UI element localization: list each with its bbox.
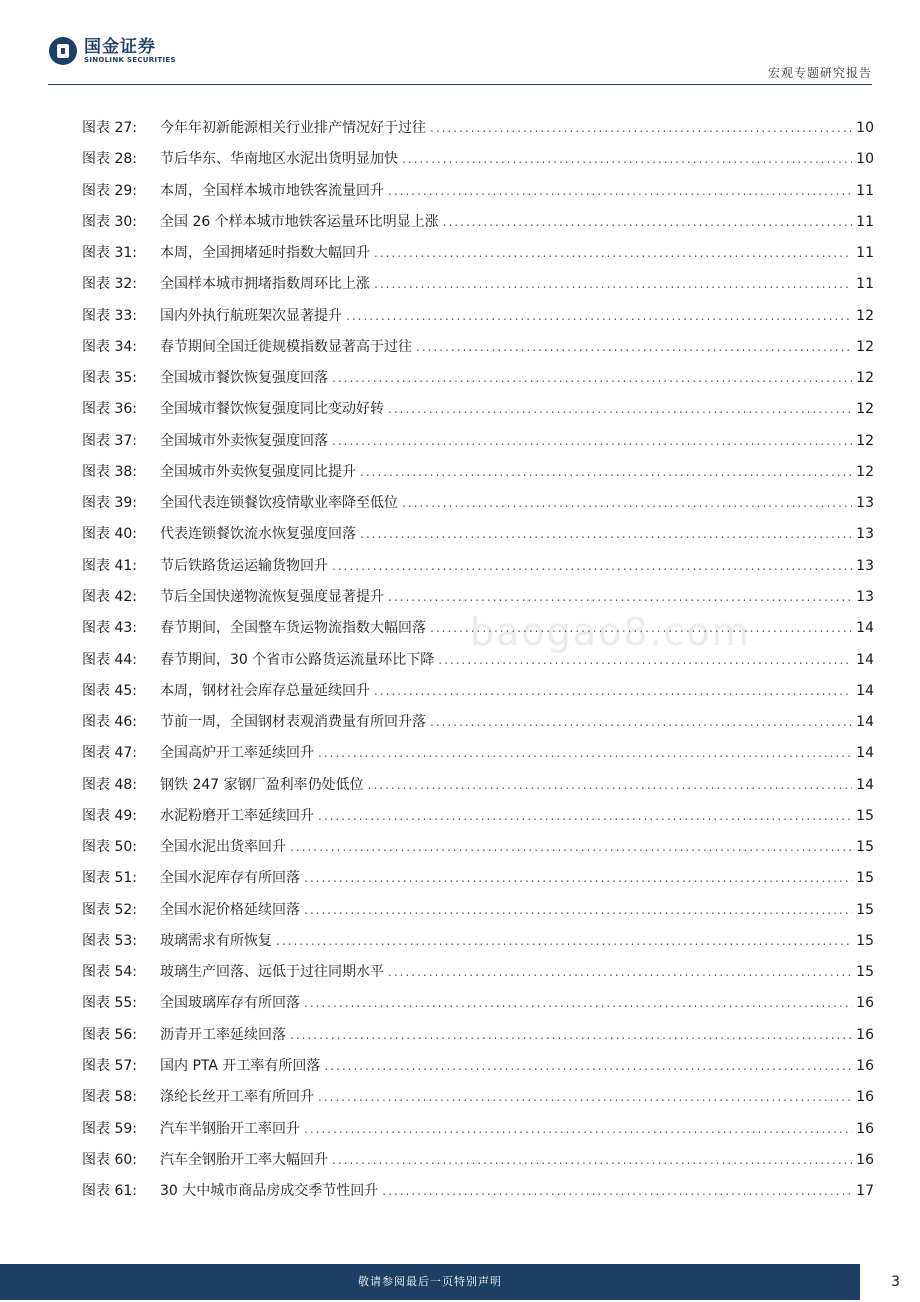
toc-entry-label: 图表 40: <box>82 526 137 543</box>
toc-dot-leader <box>388 394 852 425</box>
toc-entry-page: 14 <box>856 682 874 699</box>
toc-entry-page: 12 <box>856 307 874 324</box>
toc-dot-leader <box>290 1020 852 1051</box>
toc-entry-label: 图表 58: <box>82 1089 137 1106</box>
toc-entry[interactable] <box>82 926 874 957</box>
table-of-figures <box>82 113 874 1207</box>
toc-entry-title: 玻璃需求有所恢复 <box>160 932 272 949</box>
toc-dot-leader <box>304 988 852 1019</box>
toc-entry-page: 16 <box>856 1151 874 1168</box>
toc-entry[interactable] <box>82 1114 874 1145</box>
toc-entry-title: 本周，钢材社会库存总量延续回升 <box>160 682 370 699</box>
toc-entry-label: 图表 30: <box>82 213 137 230</box>
toc-dot-leader <box>430 707 852 738</box>
toc-entry[interactable] <box>82 645 874 676</box>
toc-entry[interactable] <box>82 770 874 801</box>
toc-entry-title: 水泥粉磨开工率延续回升 <box>160 807 314 824</box>
toc-dot-leader <box>382 1176 852 1207</box>
toc-dot-leader <box>276 926 852 957</box>
toc-entry-page: 16 <box>856 1089 874 1106</box>
toc-entry-label: 图表 32: <box>82 276 137 293</box>
toc-entry-title: 本周，全国样本城市地铁客流量回升 <box>160 182 384 199</box>
toc-entry-title: 全国高炉开工率延续回升 <box>160 745 314 762</box>
company-logo <box>48 36 176 66</box>
toc-entry-label: 图表 43: <box>82 620 137 637</box>
toc-entry[interactable] <box>82 582 874 613</box>
toc-entry-page: 16 <box>856 995 874 1012</box>
toc-dot-leader <box>332 1145 852 1176</box>
toc-entry-page: 17 <box>856 1183 874 1200</box>
toc-entry[interactable] <box>82 144 874 175</box>
toc-entry[interactable] <box>82 488 874 519</box>
toc-entry-label: 图表 36: <box>82 401 137 418</box>
toc-entry-label: 图表 42: <box>82 588 137 605</box>
toc-entry[interactable] <box>82 394 874 425</box>
toc-entry-title: 节后华东、华南地区水泥出货明显加快 <box>160 151 398 168</box>
toc-entry[interactable] <box>82 988 874 1019</box>
toc-entry-page: 13 <box>856 495 874 512</box>
toc-entry-page: 15 <box>856 839 874 856</box>
toc-entry-title: 代表连锁餐饮流水恢复强度回落 <box>160 526 356 543</box>
toc-entry[interactable] <box>82 1051 874 1082</box>
toc-entry-page: 14 <box>856 745 874 762</box>
toc-dot-leader <box>360 519 852 550</box>
toc-dot-leader <box>324 1051 852 1082</box>
toc-entry-title: 全国样本城市拥堵指数周环比上涨 <box>160 276 370 293</box>
toc-entry-label: 图表 54: <box>82 964 137 981</box>
toc-dot-leader <box>388 176 852 207</box>
toc-entry-title: 全国城市外卖恢复强度同比提升 <box>160 463 356 480</box>
toc-entry[interactable] <box>82 738 874 769</box>
toc-entry-page: 14 <box>856 651 874 668</box>
toc-entry[interactable] <box>82 895 874 926</box>
toc-entry-label: 图表 57: <box>82 1057 137 1074</box>
toc-dot-leader <box>304 1114 852 1145</box>
toc-dot-leader <box>416 332 852 363</box>
toc-dot-leader <box>374 269 852 300</box>
toc-entry[interactable] <box>82 801 874 832</box>
toc-entry[interactable] <box>82 301 874 332</box>
toc-entry-title: 汽车半钢胎开工率回升 <box>160 1120 300 1137</box>
toc-entry-title: 沥青开工率延续回落 <box>160 1026 286 1043</box>
toc-entry-title: 钢铁 247 家钢厂盈利率仍处低位 <box>160 776 364 793</box>
toc-entry-label: 图表 31: <box>82 245 137 262</box>
toc-entry-page: 15 <box>856 807 874 824</box>
toc-entry-title: 春节期间全国迁徙规模指数显著高于过往 <box>160 338 412 355</box>
toc-entry-page: 15 <box>856 964 874 981</box>
toc-entry-label: 图表 38: <box>82 463 137 480</box>
toc-entry-page: 13 <box>856 588 874 605</box>
toc-entry-label: 图表 33: <box>82 307 137 324</box>
toc-dot-leader <box>388 957 852 988</box>
toc-entry-page: 16 <box>856 1026 874 1043</box>
toc-entry[interactable] <box>82 613 874 644</box>
logo-english-name: SINOLINK SECURITIES <box>84 55 176 64</box>
toc-entry-label: 图表 28: <box>82 151 137 168</box>
toc-entry[interactable] <box>82 1082 874 1113</box>
toc-dot-leader <box>374 676 852 707</box>
toc-entry-label: 图表 48: <box>82 776 137 793</box>
toc-entry-page: 12 <box>856 432 874 449</box>
toc-entry-title: 全国玻璃库存有所回落 <box>160 995 300 1012</box>
toc-entry-page: 15 <box>856 901 874 918</box>
toc-entry[interactable] <box>82 676 874 707</box>
report-type-label: 宏观专题研究报告 <box>767 66 872 80</box>
toc-entry-title: 全国城市餐饮恢复强度回落 <box>160 370 328 387</box>
toc-entry-label: 图表 52: <box>82 901 137 918</box>
toc-entry-title: 春节期间，全国整车货运物流指数大幅回落 <box>160 620 426 637</box>
toc-entry[interactable] <box>82 332 874 363</box>
toc-entry-page: 15 <box>856 932 874 949</box>
toc-entry-page: 11 <box>856 182 874 199</box>
toc-entry-label: 图表 55: <box>82 995 137 1012</box>
toc-entry[interactable] <box>82 176 874 207</box>
toc-entry-label: 图表 37: <box>82 432 137 449</box>
toc-entry-label: 图表 45: <box>82 682 137 699</box>
disclaimer-note: 敬请参阅最后一页特别声明 <box>358 1275 502 1288</box>
toc-entry[interactable] <box>82 1020 874 1051</box>
toc-dot-leader <box>304 895 852 926</box>
toc-entry[interactable] <box>82 1145 874 1176</box>
toc-entry[interactable] <box>82 957 874 988</box>
toc-entry-label: 图表 34: <box>82 338 137 355</box>
toc-entry-page: 10 <box>856 120 874 136</box>
toc-entry-label: 图表 49: <box>82 807 137 824</box>
watermark: baogao8.com <box>470 610 751 654</box>
toc-entry-page: 12 <box>856 463 874 480</box>
toc-entry-page: 14 <box>856 620 874 637</box>
toc-entry-page: 11 <box>856 245 874 262</box>
toc-dot-leader <box>402 488 852 519</box>
toc-entry[interactable] <box>82 113 874 144</box>
header-divider <box>48 84 872 85</box>
toc-entry[interactable] <box>82 269 874 300</box>
toc-entry-page: 14 <box>856 714 874 731</box>
toc-dot-leader <box>430 613 852 644</box>
toc-entry-label: 图表 41: <box>82 557 137 574</box>
sinolink-logo-icon <box>48 36 78 66</box>
toc-entry-title: 全国水泥库存有所回落 <box>160 870 300 887</box>
toc-dot-leader <box>402 144 852 175</box>
toc-dot-leader <box>318 1082 852 1113</box>
toc-dot-leader <box>430 113 852 144</box>
logo-chinese-name: 国金证券 <box>84 36 156 57</box>
toc-entry[interactable] <box>82 238 874 269</box>
toc-dot-leader <box>374 238 852 269</box>
toc-entry-title: 全国水泥价格延续回落 <box>160 901 300 918</box>
toc-entry-label: 图表 50: <box>82 839 137 856</box>
toc-dot-leader <box>290 832 852 863</box>
toc-entry-page: 14 <box>856 776 874 793</box>
toc-entry-title: 全国水泥出货率回升 <box>160 839 286 856</box>
toc-entry[interactable] <box>82 519 874 550</box>
toc-entry-label: 图表 44: <box>82 651 137 668</box>
toc-dot-leader <box>443 207 852 238</box>
toc-entry[interactable] <box>82 863 874 894</box>
toc-dot-leader <box>388 582 852 613</box>
toc-entry-label: 图表 60: <box>82 1151 137 1168</box>
toc-entry-label: 图表 39: <box>82 495 137 512</box>
toc-entry[interactable] <box>82 426 874 457</box>
toc-entry[interactable] <box>82 363 874 394</box>
page-number: 3 <box>891 1274 900 1290</box>
page-header <box>0 0 920 90</box>
toc-entry-title: 汽车全钢胎开工率大幅回升 <box>160 1151 328 1168</box>
toc-dot-leader <box>438 645 852 676</box>
toc-entry-title: 节后全国快递物流恢复强度显著提升 <box>160 588 384 605</box>
toc-entry-page: 13 <box>856 557 874 574</box>
toc-entry[interactable] <box>82 1176 874 1207</box>
toc-entry-page: 16 <box>856 1057 874 1074</box>
toc-dot-leader <box>368 770 853 801</box>
toc-entry-page: 10 <box>856 151 874 168</box>
toc-entry-page: 13 <box>856 526 874 543</box>
toc-entry-title: 30 大中城市商品房成交季节性回升 <box>160 1183 379 1200</box>
toc-dot-leader <box>360 457 852 488</box>
toc-entry-title: 全国代表连锁餐饮疫情歇业率降至低位 <box>160 495 398 512</box>
toc-entry-title: 节前一周，全国钢材表观消费量有所回升落 <box>160 714 426 731</box>
toc-entry-label: 图表 46: <box>82 714 137 731</box>
toc-entry-title: 国内外执行航班架次显著提升 <box>160 307 342 324</box>
toc-entry-title: 全国城市餐饮恢复强度同比变动好转 <box>160 401 384 418</box>
toc-entry-page: 16 <box>856 1120 874 1137</box>
toc-entry-title: 本周，全国拥堵延时指数大幅回升 <box>160 245 370 262</box>
toc-dot-leader <box>332 426 852 457</box>
toc-entry-label: 图表 29: <box>82 182 137 199</box>
toc-entry-title: 今年年初新能源相关行业排产情况好于过往 <box>160 120 426 136</box>
toc-entry-label: 图表 59: <box>82 1120 137 1137</box>
toc-entry[interactable] <box>82 707 874 738</box>
toc-dot-leader <box>304 863 852 894</box>
toc-entry[interactable] <box>82 551 874 582</box>
toc-dot-leader <box>346 301 852 332</box>
toc-entry-page: 11 <box>856 276 874 293</box>
toc-entry-label: 图表 51: <box>82 870 137 887</box>
toc-entry-title: 全国 26 个样本城市地铁客运量环比明显上涨 <box>160 213 439 230</box>
toc-entry-title: 玻璃生产回落、远低于过往同期水平 <box>160 964 384 981</box>
toc-entry-page: 11 <box>856 213 874 230</box>
toc-entry-title: 春节期间，30 个省市公路货运流量环比下降 <box>160 651 435 668</box>
toc-entry-label: 图表 35: <box>82 370 137 387</box>
toc-entry-page: 12 <box>856 370 874 387</box>
toc-entry-title: 国内 PTA 开工率有所回落 <box>160 1057 321 1074</box>
toc-entry-page: 12 <box>856 401 874 418</box>
toc-entry-title: 节后铁路货运运输货物回升 <box>160 557 328 574</box>
toc-entry-title: 全国城市外卖恢复强度回落 <box>160 432 328 449</box>
toc-dot-leader <box>318 801 852 832</box>
toc-dot-leader <box>318 738 852 769</box>
toc-entry[interactable] <box>82 832 874 863</box>
toc-entry[interactable] <box>82 207 874 238</box>
toc-entry-label: 图表 47: <box>82 745 137 762</box>
toc-entry-label: 图表 53: <box>82 932 137 949</box>
toc-entry-label: 图表 61: <box>82 1183 137 1200</box>
logo-wordmark <box>84 38 176 65</box>
toc-entry-label: 图表 56: <box>82 1026 137 1043</box>
toc-dot-leader <box>332 363 852 394</box>
toc-dot-leader <box>332 551 852 582</box>
toc-entry-page: 12 <box>856 338 874 355</box>
toc-entry[interactable] <box>82 457 874 488</box>
toc-entry-title: 涤纶长丝开工率有所回升 <box>160 1089 314 1106</box>
toc-entry-page: 15 <box>856 870 874 887</box>
toc-entry-label: 图表 27: <box>82 120 137 136</box>
